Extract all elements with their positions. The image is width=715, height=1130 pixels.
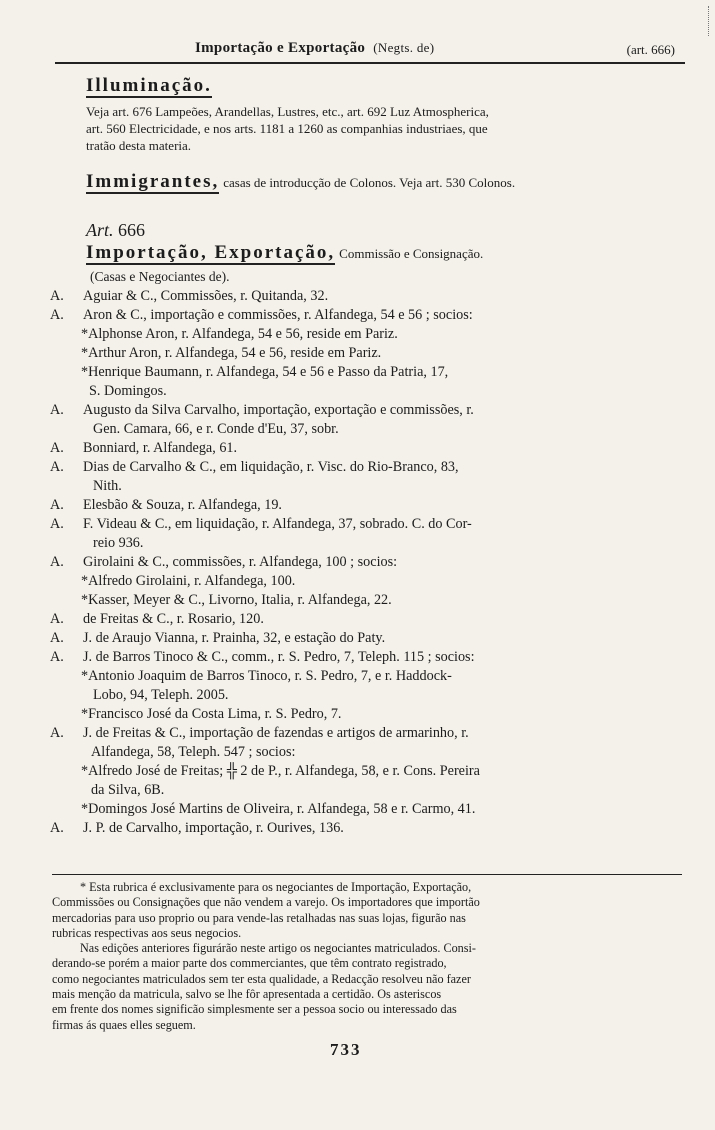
running-article-number: (art. 666) xyxy=(626,42,675,57)
entry-letter: A. xyxy=(50,630,64,646)
illuminacao-heading-block xyxy=(86,76,212,98)
entry-text: J. de Barros Tinoco & C., comm., r. S. Pedro, 7, Teleph. 115 ; socios: xyxy=(83,649,475,665)
entry-text: *Francisco José da Costa Lima, r. S. Pedro, 7. xyxy=(81,706,342,722)
article-heading: Importação, Exportação, xyxy=(86,242,336,263)
entry-text: Alfandega, 58, Teleph. 547 ; socios: xyxy=(91,744,296,760)
illuminacao-heading: Illuminação. xyxy=(86,75,212,96)
list-item xyxy=(45,592,685,611)
entry-letter: A. xyxy=(50,402,64,418)
list-item xyxy=(45,478,685,497)
entry-text: J. de Freitas & C., importação de fazendas e artigos de armarinho, r. xyxy=(83,725,469,741)
list-item xyxy=(45,402,685,421)
list-item xyxy=(45,288,685,307)
entry-text: da Silva, 6B. xyxy=(91,782,165,798)
list-item xyxy=(45,782,685,801)
entry-text: Bonniard, r. Alfandega, 61. xyxy=(83,440,238,456)
illuminacao-text xyxy=(86,103,681,154)
list-item xyxy=(45,763,685,782)
footnote-line: Commissões ou Consignações que não vendem a varejo. Os importadores que importão xyxy=(52,895,480,910)
entry-text: Augusto da Silva Carvalho, importação, exportação e commissões, r. xyxy=(83,402,474,418)
list-item xyxy=(45,364,685,383)
footnote-line: Nas edições anteriores figurárão neste artigo os negociantes matriculados. Consi- xyxy=(80,941,476,956)
entry-text: Dias de Carvalho & C., em liquidação, r. Visc. do Rio-Branco, 83, xyxy=(83,459,459,475)
entry-letter: A. xyxy=(50,440,64,456)
entry-text: *Alphonse Aron, r. Alfandega, 54 e 56, reside em Pariz. xyxy=(81,326,398,342)
entry-text: F. Videau & C., em liquidação, r. Alfandega, 37, sobrado. C. do Cor- xyxy=(83,516,472,532)
immigrantes-block xyxy=(86,172,515,194)
entry-text: Nith. xyxy=(93,478,122,494)
entry-text: *Alfredo Girolaini, r. Alfandega, 100. xyxy=(81,573,296,589)
entry-text: Aguiar & C., Commissões, r. Quitanda, 32. xyxy=(83,288,329,304)
footnote xyxy=(52,880,682,1033)
list-item xyxy=(45,725,685,744)
article-label: Art. xyxy=(86,220,114,240)
entry-letter: A. xyxy=(50,497,64,513)
list-item xyxy=(45,668,685,687)
list-item xyxy=(45,649,685,668)
running-header xyxy=(55,38,685,64)
immigrantes-text: casas de introducção de Colonos. Veja art. 530 Colonos. xyxy=(223,175,516,190)
list-item xyxy=(45,573,685,592)
illuminacao-line: Veja art. 676 Lampeões, Arandellas, Lustres, etc., art. 692 Luz Atmospherica, xyxy=(86,104,489,119)
entry-text: *Henrique Baumann, r. Alfandega, 54 e 56 e Passo da Patria, 17, xyxy=(81,364,449,380)
entry-text: Gen. Camara, 66, e r. Conde d'Eu, 37, sobr. xyxy=(93,421,339,437)
article-number-value: 666 xyxy=(118,220,146,240)
list-item xyxy=(45,383,685,402)
list-item xyxy=(45,307,685,326)
list-item xyxy=(45,630,685,649)
list-item xyxy=(45,421,685,440)
running-title xyxy=(195,40,434,57)
footnote-line: derando-se porém a maior parte dos commerciantes, que têm contrato registrado, xyxy=(52,956,447,971)
list-item xyxy=(45,497,685,516)
illuminacao-line: tratão desta materia. xyxy=(86,138,192,153)
entry-text: Girolaini & C., commissões, r. Alfandega, 100 ; socios: xyxy=(83,554,398,570)
page-edge-mark xyxy=(696,6,709,36)
entry-letter: A. xyxy=(50,554,64,570)
list-item xyxy=(45,459,685,478)
entry-letter: A. xyxy=(50,307,64,323)
entry-text: de Freitas & C., r. Rosario, 120. xyxy=(83,611,264,627)
article-heading-rest: Commissão e Consignação. xyxy=(339,246,484,261)
entry-text: Elesbão & Souza, r. Alfandega, 19. xyxy=(83,497,282,513)
list-item xyxy=(45,820,685,839)
entry-letter: A. xyxy=(50,516,64,532)
entry-letter: A. xyxy=(50,649,64,665)
entry-text: S. Domingos. xyxy=(89,383,167,399)
footnote-line: como negociantes matriculados sem ter esta qualidade, a Redacção resolveu não fazer xyxy=(52,971,471,986)
footnote-line: mercadorias para uso proprio ou para vende-las retalhadas nas suas lojas, figurão nas xyxy=(52,910,466,925)
page-number: 733 xyxy=(330,1040,362,1059)
entry-text: Lobo, 94, Teleph. 2005. xyxy=(93,687,229,703)
list-item xyxy=(45,535,685,554)
list-item xyxy=(45,440,685,459)
list-item xyxy=(45,687,685,706)
entry-letter: A. xyxy=(50,288,64,304)
list-item xyxy=(45,744,685,763)
entry-letter: A. xyxy=(50,611,64,627)
running-title-main: Importação e Exportação xyxy=(195,40,366,56)
footnote-divider xyxy=(52,874,682,875)
immigrantes-heading: Immigrantes, xyxy=(86,171,220,192)
entry-text: *Domingos José Martins de Oliveira, r. Alfandega, 58 e r. Carmo, 41. xyxy=(81,801,476,817)
entry-letter: A. xyxy=(50,820,64,836)
list-item xyxy=(45,706,685,725)
entry-letter: A. xyxy=(50,459,64,475)
list-item xyxy=(45,326,685,345)
entry-text: *Alfredo José de Freitas; ╬ 2 de P., r. Alfandega, 58, e r. Cons. Pereira xyxy=(81,763,480,779)
entry-letter: A. xyxy=(50,725,64,741)
footnote-line: firmas ás quaes elles seguem. xyxy=(52,1017,196,1032)
entry-text: *Antonio Joaquim de Barros Tinoco, r. S. Pedro, 7, e r. Haddock- xyxy=(81,668,452,684)
entry-text: *Kasser, Meyer & C., Livorno, Italia, r. Alfandega, 22. xyxy=(81,592,392,608)
entry-text: Aron & C., importação e commissões, r. Alfandega, 54 e 56 ; socios: xyxy=(83,307,473,323)
running-title-sub: (Negts. de) xyxy=(373,40,435,55)
footnote-line: em frente dos nomes significão simplesmente ser a pessoa socio ou interessado das xyxy=(52,1002,457,1017)
footnote-line: * Esta rubrica é exclusivamente para os negociantes de Importação, Exportação, xyxy=(80,880,472,894)
list-item xyxy=(45,554,685,573)
entry-text: reio 936. xyxy=(93,535,144,551)
entry-text: *Arthur Aron, r. Alfandega, 54 e 56, reside em Pariz. xyxy=(81,345,382,361)
list-item xyxy=(45,801,685,820)
footnote-line: mais menção da matricula, salvo se lhe fôr apresentada a certidão. Os asteriscos xyxy=(52,987,442,1002)
footnote-line: rubricas respectivas aos seus negocios. xyxy=(52,925,242,940)
article-heading-block xyxy=(86,243,483,265)
article-subheading: (Casas e Negociantes de). xyxy=(90,269,230,284)
list-item xyxy=(45,345,685,364)
list-item xyxy=(45,516,685,535)
illuminacao-line: art. 560 Electricidade, e nos arts. 1181 a 1260 as companhias industriaes, que xyxy=(86,121,488,136)
entry-text: J. P. de Carvalho, importação, r. Ourives, 136. xyxy=(83,820,344,836)
article-number xyxy=(86,220,145,241)
entry-text: J. de Araujo Vianna, r. Prainha, 32, e estação do Paty. xyxy=(83,630,386,646)
list-item xyxy=(45,611,685,630)
